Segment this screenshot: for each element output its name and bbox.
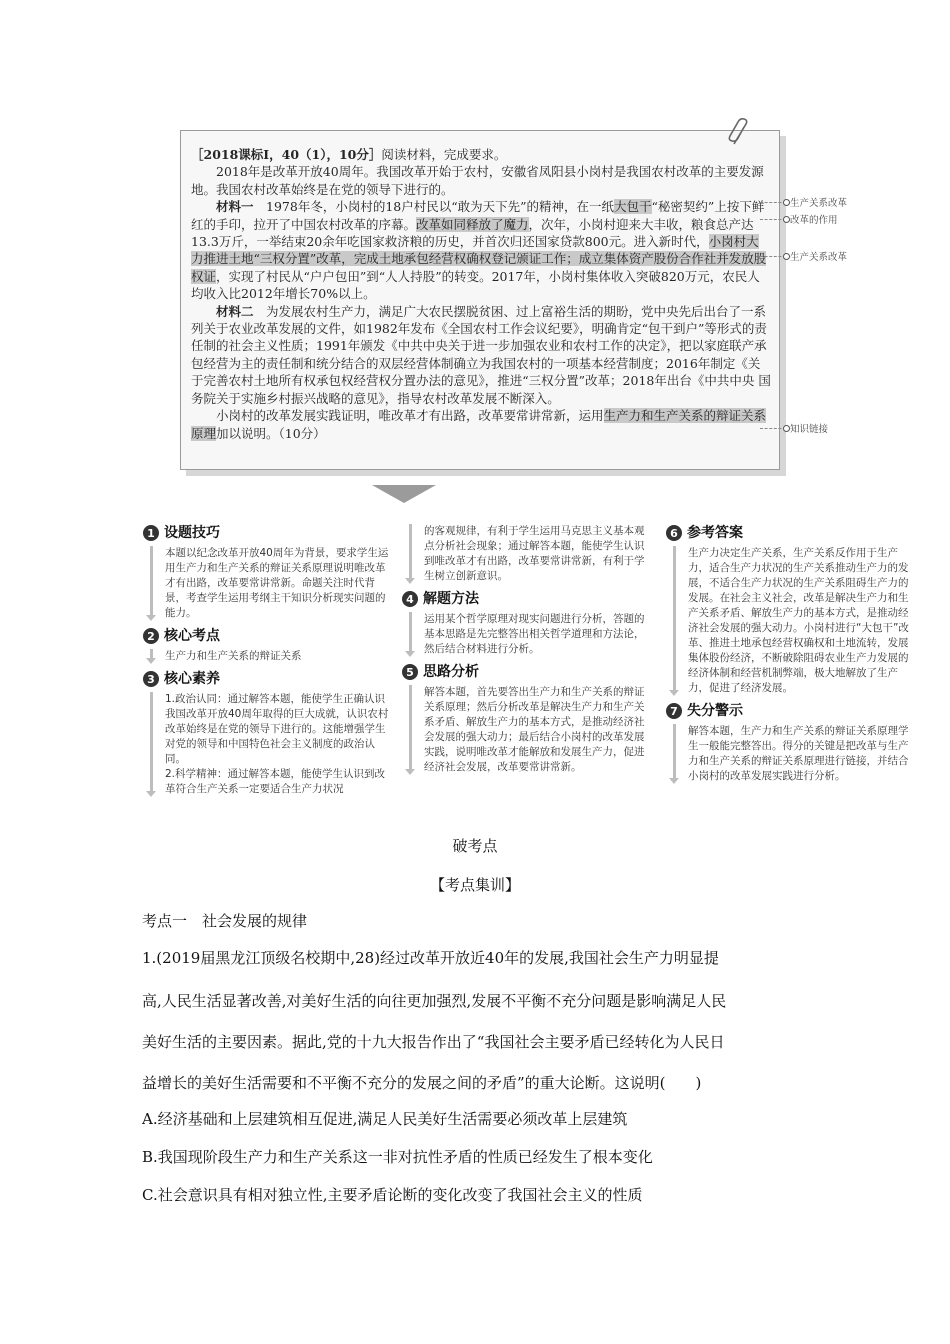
section-3-title: 核心素养 xyxy=(164,670,220,687)
section-3-continued xyxy=(402,524,654,584)
option-b[interactable]: B.我国现阶段生产力和生产关系这一非对抗性矛盾的性质已经发生了根本变化 xyxy=(142,1148,653,1166)
option-c[interactable]: C.社会意识具有相对独立性,主要矛盾论断的变化改变了我国社会主义的性质 xyxy=(142,1186,643,1204)
number-3-icon: 3 xyxy=(143,671,159,687)
section-3-heading xyxy=(143,670,391,688)
m1-text-a: 1978年冬，小岗村的18户村民以“敢为天下先”的精神，在一纸 xyxy=(266,199,615,215)
section-5-body xyxy=(402,685,654,775)
analysis-column-1 xyxy=(143,524,391,803)
material-text xyxy=(191,146,771,442)
section-7-title: 失分警示 xyxy=(687,702,743,719)
number-7-icon: 7 xyxy=(666,703,682,719)
section-1-title: 设题技巧 xyxy=(164,524,220,541)
section-6-body xyxy=(666,546,914,696)
section-3-text-1: 1.政治认同：通过解答本题，能使学生正确认识我国改革开放40周年取得的巨大成就，认识农村改革始终是在党的领导下进行的。这能增强学生对党的领导和中国特色社会主义制度的政治认同。 xyxy=(165,693,389,765)
source-tag: ［2018课标Ⅰ，40（1），10分］ xyxy=(191,147,382,162)
number-2-icon: 2 xyxy=(143,628,159,644)
m2-text: 为发展农村生产力，满足广大农民摆脱贫困、过上富裕生活的期盼，党中央先后出台了一系列关于农业改革发展的文件，如1982年发布《全国农村工作会议纪要》，明确肯定“包干到户”等形式的责任制的社会主义性质；1991年颁发《中共中央关于进一步加强农业和农村工作的决定》，把以家庭联产承包经营为主的责任制和统分结合的双层经营体制确立为我国农村的一项基本经营制度；2016年制定《关于完善农村土地所有权承包权经营权分置办法的意见》，推进“三权分置”改革；2018年出台《中共中央 国务院关于实施乡村振兴战略的意见》，指导农村改革发展不断深入。 xyxy=(191,303,771,406)
section-2-text: 生产力和生产关系的辩证关系 xyxy=(165,650,302,662)
m1-text-c: ，次年，小岗村迎来大丰收，粮食总产达13.3万斤，一举结束20余年吃国家救济粮的历史，并首次归还国家贷款800元。进入新时代， xyxy=(191,216,754,250)
m1-highlight-2: 改革如同释放了魔力 xyxy=(416,216,529,232)
m1-highlight-1: 大包干 xyxy=(614,199,652,215)
annotation-dot-2 xyxy=(783,216,790,223)
section-4-body xyxy=(402,612,654,657)
m1-text-d: ，实现了村民从“户户包田”到“人人持股”的转变。2017年，小岗村集体收入突破820万元，农民人均收入比2012年增长70%以上。 xyxy=(191,268,760,302)
number-1-icon: 1 xyxy=(143,525,159,541)
material-one-label: 材料一 xyxy=(216,199,254,215)
question-line-2: 高,人民生活显著改善,对美好生活的向往更加强烈,发展不平衡不充分问题是影响满足人民 xyxy=(142,992,727,1010)
section-4-heading xyxy=(402,590,654,608)
section-6-title: 参考答案 xyxy=(687,524,743,541)
section-3-text-2: 2.科学精神：通过解答本题，能使学生认识到改革符合生产关系一定要适合生产力状况 xyxy=(165,768,386,795)
section-3-body xyxy=(143,692,391,797)
material-two xyxy=(191,303,771,407)
intro-paragraph: 2018年是改革开放40周年。我国改革开始于农村，安徽省凤阳县小岗村是我国农村改革的主要发源地。我国农村改革始终是在党的领导下进行的。 xyxy=(191,164,764,197)
section-3-text-cont: 的客观规律，有利于学生运用马克思主义基本观点分析社会现象；通过解答本题，能使学生认识到唯改革才有出路，改革要常讲常新，有利于学生树立创新意识。 xyxy=(424,525,645,582)
section-5-title: 思路分析 xyxy=(423,663,479,680)
annotation-1: 生产关系改革 xyxy=(790,198,848,209)
material-header xyxy=(191,146,771,163)
annotation-dot-3 xyxy=(783,253,790,260)
m1-highlight-3: 小岗村大力推进土地“三权分置”改革，完成土地承包经营权确权登记颁证工作；成立集体资产股份合作社并发放股权证 xyxy=(191,234,767,284)
question-text-b: 加以说明。（10分） xyxy=(216,425,326,441)
section-2-body xyxy=(143,649,391,664)
section-7-body xyxy=(666,724,914,784)
annotation-3: 生产关系改革 xyxy=(790,252,848,263)
section-7-text: 解答本题，生产力和生产关系的辩证关系原理学生一般能完整答出。得分的关键是把改革与生产力和生产关系的辩证关系原理进行链接，并结合小岗村的改革发展实践进行分析。 xyxy=(688,725,909,782)
number-4-icon: 4 xyxy=(402,591,418,607)
section-2-title: 核心考点 xyxy=(164,627,220,644)
question-text-a: 小岗村的改革发展实践证明，唯改革才有出路，改革要常讲常新，运用 xyxy=(216,408,604,424)
section-4-title: 解题方法 xyxy=(423,590,479,607)
number-6-icon: 6 xyxy=(666,525,682,541)
section-label: 考点一 社会发展的规律 xyxy=(142,912,308,930)
question-highlight: 生产力和生产关系的辩证关系原理 xyxy=(191,408,767,441)
paperclip-icon xyxy=(728,118,752,148)
analysis-column-2 xyxy=(402,524,654,781)
material-one xyxy=(191,198,771,302)
material-box xyxy=(180,130,780,470)
analysis-column-3 xyxy=(666,524,914,790)
header-instruction: 阅读材料，完成要求。 xyxy=(381,147,507,162)
question-line-4: 益增长的美好生活需要和不平衡不充分的发展之间的矛盾”的重大论断。这说明( ) xyxy=(142,1074,702,1092)
m1-text-b: “秘密契约”上按下鲜红的手印，拉开了中国农村改革的序幕。 xyxy=(191,199,765,232)
section-4-text: 运用某个哲学原理对现实问题进行分析，答题的基本思路是先完整答出相关哲学道理和方法论，然后结合材料进行分析。 xyxy=(424,613,645,655)
question-line-1: 1.(2019届黑龙江顶级名校期中,28)经过改革开放近40年的发展,我国社会生产力明显提 xyxy=(142,949,719,967)
section-1-body xyxy=(143,546,391,621)
section-6-heading xyxy=(666,524,914,542)
page-title: 破考点 xyxy=(452,837,498,855)
section-2-heading xyxy=(143,627,391,645)
page-subtitle: 【考点集训】 xyxy=(429,876,520,894)
section-5-text: 解答本题，首先要答出生产力和生产关系的辩证关系原理；然后分析改革是解决生产力和生产关系矛盾、解放生产力的基本方式，是推动经济社会发展的强大动力；最后结合小岗村的改革发展实践，说明唯改革才能解放和发展生产力，促进经济社会发展，改革要常讲常新。 xyxy=(424,686,645,773)
section-7-heading xyxy=(666,702,914,720)
down-arrow-icon xyxy=(372,485,436,503)
option-a[interactable]: A.经济基础和上层建筑相互促进,满足人民美好生活需要必须改革上层建筑 xyxy=(142,1110,628,1128)
section-6-text: 生产力决定生产关系，生产关系反作用于生产力，适合生产力状况的生产关系推动生产力的发展，不适合生产力状况的生产关系阻碍生产力的发展。在社会主义社会，改革是解决生产力和生产关系矛盾、解放生产力的基本方式，是推动经济社会发展的强大动力。小岗村进行“大包干”改革、推进土地承包经营权确权和土地流转，发展集体股份经济，不断破除阻碍农业生产力发展的经济体制和经营机制弊端，极大地解放了生产力，促进了经济发展。 xyxy=(688,547,909,694)
annotation-dot-4 xyxy=(783,425,790,432)
number-5-icon: 5 xyxy=(402,664,418,680)
section-5-heading xyxy=(402,663,654,681)
material-two-label: 材料二 xyxy=(216,303,254,319)
question-paragraph xyxy=(191,407,771,442)
annotation-2: 改革的作用 xyxy=(790,215,838,226)
annotation-dot-1 xyxy=(783,199,790,206)
question-line-3: 美好生活的主要因素。据此,党的十九大报告作出了“我国社会主要矛盾已经转化为人民日 xyxy=(142,1033,725,1051)
section-1-heading xyxy=(143,524,391,542)
section-1-text: 本题以纪念改革开放40周年为背景，要求学生运用生产力和生产关系的辩证关系原理说明唯改革才有出路，改革要常讲常新。命题关注时代背景，考查学生运用考纲主干知识分析现实问题的能力。 xyxy=(165,547,389,619)
annotation-4: 知识链接 xyxy=(790,424,829,435)
